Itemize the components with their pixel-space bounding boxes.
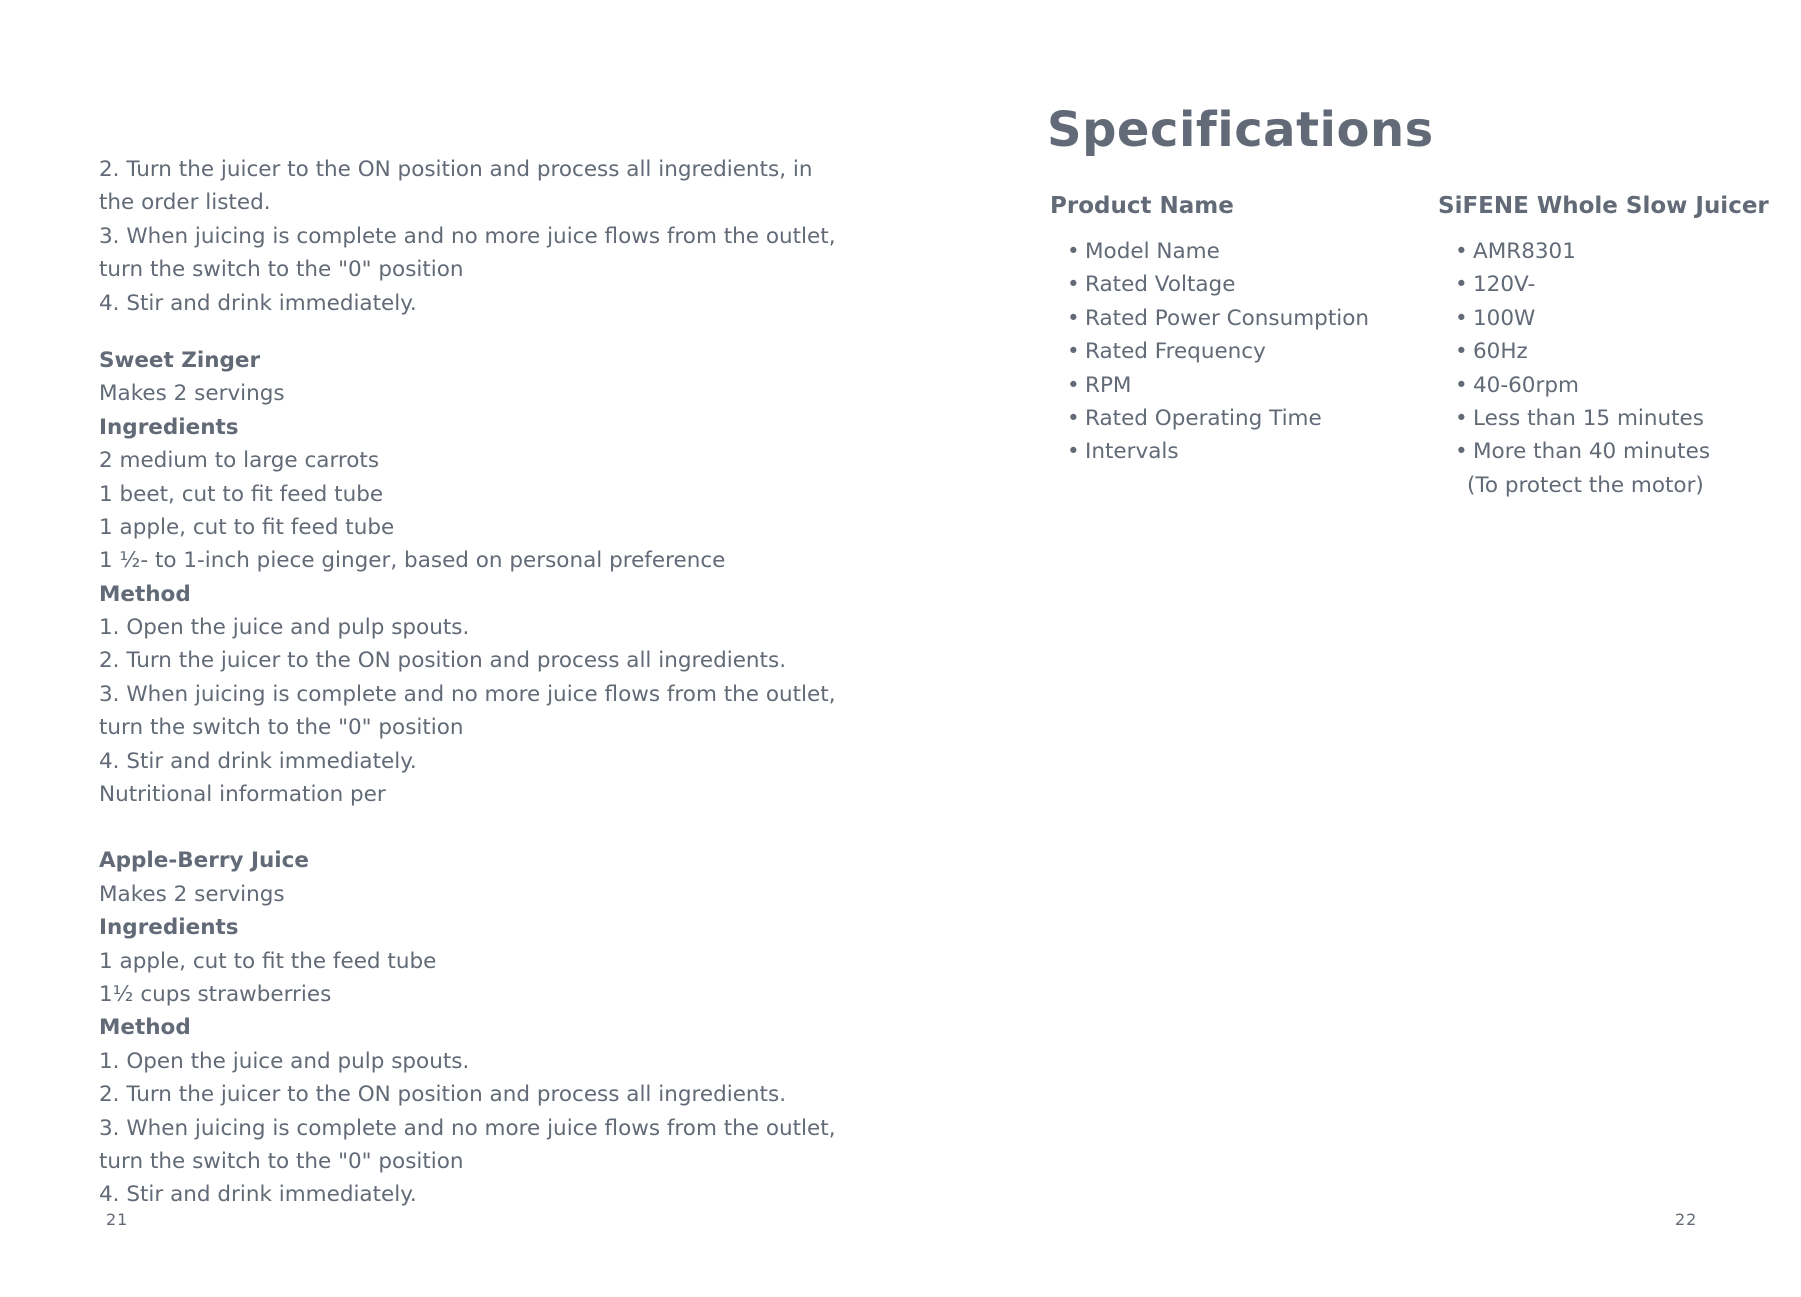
spec-value: • 40-60rpm	[1455, 369, 1769, 402]
text-line: 1½ cups strawberries	[99, 981, 332, 1007]
text-line: 4. Stir and drink immediately.	[99, 1182, 417, 1208]
text-line: Makes 2 servings	[99, 881, 285, 907]
spec-value: • 100W	[1455, 302, 1769, 335]
text-line: 4. Stir and drink immediately.	[99, 290, 417, 316]
text-line: 3. When juicing is complete and no more juice flows from the outlet,	[99, 1115, 836, 1141]
paragraph-gap	[99, 811, 859, 844]
text-line: 1. Open the juice and pulp spouts.	[99, 1048, 470, 1074]
spec-label: • Rated Power Consumption	[1067, 302, 1369, 335]
spec-value: • 120V-	[1455, 268, 1769, 301]
spec-label: • Rated Voltage	[1067, 268, 1369, 301]
spec-label: • Rated Operating Time	[1067, 402, 1369, 435]
section-heading: Method	[99, 581, 191, 607]
text-line: 3. When juicing is complete and no more juice flows from the outlet,	[99, 223, 836, 249]
text-line: turn the switch to the "0" position	[99, 1148, 464, 1174]
spec-label: • Rated Frequency	[1067, 335, 1369, 368]
spec-label-list	[1050, 235, 1369, 469]
text-line: 2 medium to large carrots	[99, 448, 380, 474]
text-line: 2. Turn the juicer to the ON position and process all ingredients.	[99, 648, 787, 674]
specifications-title: Specifications	[1047, 102, 1434, 158]
spec-value: • Less than 15 minutes	[1455, 402, 1769, 435]
text-line: 2. Turn the juicer to the ON position and process all ingredients, in	[99, 157, 813, 182]
page-number-left: 21	[106, 1210, 129, 1229]
text-line: Makes 2 servings	[99, 381, 285, 407]
text-line: 3. When juicing is complete and no more juice flows from the outlet,	[99, 681, 836, 707]
text-line: 1. Open the juice and pulp spouts.	[99, 615, 470, 641]
product-value-header: SiFENE Whole Slow Juicer	[1438, 193, 1769, 219]
page-number-right: 22	[1675, 1210, 1698, 1229]
text-line: 1 apple, cut to fit feed tube	[99, 514, 395, 540]
section-heading: Apple-Berry Juice	[99, 848, 309, 874]
section-heading: Ingredients	[99, 915, 239, 941]
text-line: 2. Turn the juicer to the ON position and process all ingredients.	[99, 1082, 787, 1108]
spec-label: • Intervals	[1067, 435, 1369, 468]
spec-value-list	[1438, 235, 1769, 469]
spec-value: • 60Hz	[1455, 335, 1769, 368]
paragraph-gap	[99, 320, 859, 344]
text-line: turn the switch to the "0" position	[99, 715, 464, 741]
spec-label: • RPM	[1067, 369, 1369, 402]
section-heading: Sweet Zinger	[99, 347, 261, 373]
text-line: turn the switch to the "0" position	[99, 257, 464, 283]
text-line: 4. Stir and drink immediately.	[99, 748, 417, 774]
spec-note: (To protect the motor)	[1467, 472, 1704, 498]
text-line: 1 apple, cut to fit the feed tube	[99, 948, 437, 974]
section-heading: Ingredients	[99, 414, 239, 440]
spec-labels-column	[1050, 190, 1369, 469]
text-line: 1 ½- to 1-inch piece ginger, based on personal preference	[99, 548, 726, 574]
spec-value: • More than 40 minutes	[1455, 435, 1769, 468]
text-line: the order listed.	[99, 190, 271, 216]
recipe-text	[99, 153, 859, 1212]
left-page	[0, 0, 900, 1297]
text-line: Nutritional information per	[99, 782, 386, 808]
section-heading: Method	[99, 1015, 191, 1041]
text-line: 1 beet, cut to fit feed tube	[99, 481, 384, 507]
spec-values-column	[1438, 190, 1769, 502]
spec-label: • Model Name	[1067, 235, 1369, 268]
product-name-header: Product Name	[1050, 193, 1234, 219]
spec-value: • AMR8301	[1455, 235, 1769, 268]
